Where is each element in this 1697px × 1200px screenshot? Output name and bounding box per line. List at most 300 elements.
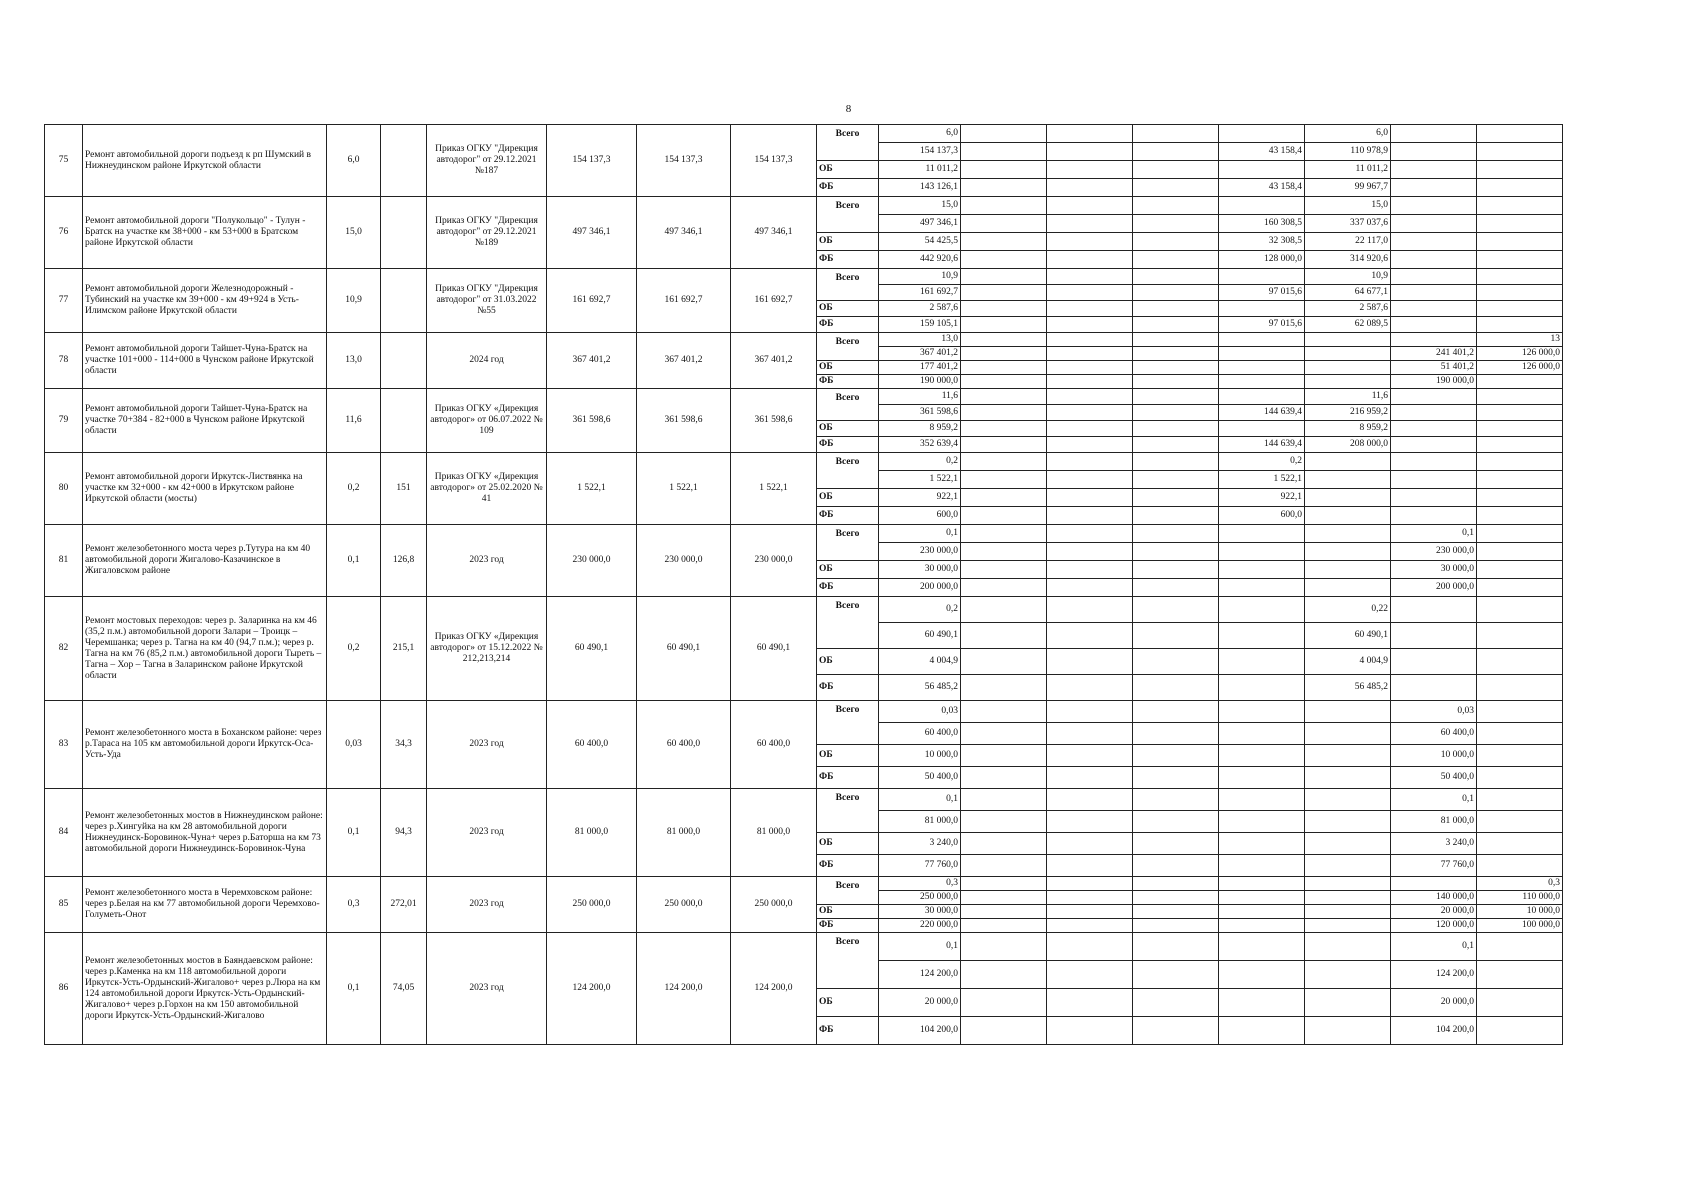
value-cell <box>1477 317 1563 333</box>
value-cell: 3 240,0 <box>1391 833 1477 855</box>
total-cost: 497 346,1 <box>731 197 817 269</box>
value-cell <box>1391 507 1477 525</box>
value-cell: 6,0 <box>879 125 961 143</box>
value-cell <box>1477 125 1563 143</box>
value-cell <box>1133 579 1219 597</box>
value-cell <box>1477 989 1563 1017</box>
funding-label-total: Всего <box>817 525 879 561</box>
value-cell: 13,0 <box>879 333 961 347</box>
value-cell <box>1477 471 1563 489</box>
bridge-length: 74,05 <box>381 933 427 1045</box>
value-cell: 208 000,0 <box>1305 437 1391 453</box>
value-cell <box>1219 833 1305 855</box>
value-cell <box>1477 375 1563 389</box>
approval-document: Приказ ОГКУ "Дирекция автодорог" от 29.12.2021 №187 <box>427 125 547 197</box>
funding-label-ob: ОБ <box>817 489 879 507</box>
bridge-length: 272,01 <box>381 877 427 933</box>
object-name: Ремонт железобетонных мостов в Баяндаевском районе: через р.Каменка на км 118 автомобильной дороги Иркутск-Усть-Ордынский-Жигалово+ через р.Люра на км 124 автомобильной дороги Иркутск-Усть-Ордынский-Жигалово+ через р.Горхон на км 150 автомобильной дороги Иркутск-Усть-Ордынский-Жигалово <box>83 933 327 1045</box>
value-cell <box>1477 215 1563 233</box>
value-cell <box>961 285 1047 301</box>
value-cell <box>1391 333 1477 347</box>
value-cell: 20 000,0 <box>1391 905 1477 919</box>
value-cell <box>1219 701 1305 723</box>
value-cell <box>1391 623 1477 649</box>
value-cell <box>1305 905 1391 919</box>
table-row <box>45 197 1649 215</box>
value-cell: 11 011,2 <box>879 161 961 179</box>
total-cost: 250 000,0 <box>731 877 817 933</box>
value-cell: 230 000,0 <box>1391 543 1477 561</box>
object-name: Ремонт железобетонного моста через р.Тутура на км 40 автомобильной дороги Жигалово-Казачинское в Жигаловском районе <box>83 525 327 597</box>
value-cell <box>1305 833 1391 855</box>
repair-program-table <box>44 124 1649 1045</box>
row-number: 81 <box>45 525 83 597</box>
value-cell: 11 011,2 <box>1305 161 1391 179</box>
value-cell: 110 978,9 <box>1305 143 1391 161</box>
value-cell <box>961 597 1047 623</box>
value-cell <box>1477 701 1563 723</box>
value-cell: 314 920,6 <box>1305 251 1391 269</box>
table-row <box>45 125 1649 143</box>
value-cell <box>1133 855 1219 877</box>
value-cell <box>1219 161 1305 179</box>
value-cell <box>1219 421 1305 437</box>
value-cell <box>1133 933 1219 961</box>
table-row <box>45 389 1649 405</box>
value-cell: 81 000,0 <box>1391 811 1477 833</box>
value-cell <box>1477 437 1563 453</box>
estimated-cost: 124 200,0 <box>547 933 637 1045</box>
value-cell <box>1305 453 1391 471</box>
value-cell <box>1219 855 1305 877</box>
length-km: 15,0 <box>327 197 381 269</box>
value-cell <box>1305 701 1391 723</box>
value-cell <box>1477 269 1563 285</box>
value-cell <box>961 421 1047 437</box>
value-cell <box>1133 811 1219 833</box>
value-cell <box>1047 233 1133 251</box>
funding-label-total: Всего <box>817 877 879 905</box>
value-cell <box>1133 877 1219 891</box>
value-cell <box>961 251 1047 269</box>
value-cell <box>1391 285 1477 301</box>
value-cell: 11,6 <box>879 389 961 405</box>
value-cell <box>1047 579 1133 597</box>
value-cell <box>1477 507 1563 525</box>
value-cell <box>1133 453 1219 471</box>
value-cell: 50 400,0 <box>879 767 961 789</box>
value-cell <box>1391 389 1477 405</box>
contract-cost: 124 200,0 <box>637 933 731 1045</box>
value-cell <box>1391 489 1477 507</box>
bridge-length: 94,3 <box>381 789 427 877</box>
value-cell <box>1133 919 1219 933</box>
length-km: 10,9 <box>327 269 381 333</box>
value-cell <box>1047 251 1133 269</box>
value-cell: 220 000,0 <box>879 919 961 933</box>
value-cell <box>961 143 1047 161</box>
row-number: 77 <box>45 269 83 333</box>
value-cell <box>1477 675 1563 701</box>
value-cell: 200 000,0 <box>1391 579 1477 597</box>
approval-document: 2023 год <box>427 877 547 933</box>
funding-label-fb: ФБ <box>817 179 879 197</box>
value-cell <box>1305 723 1391 745</box>
value-cell <box>1219 919 1305 933</box>
value-cell <box>1133 767 1219 789</box>
value-cell <box>1305 561 1391 579</box>
value-cell: 361 598,6 <box>879 405 961 421</box>
value-cell <box>1305 855 1391 877</box>
value-cell <box>1047 833 1133 855</box>
value-cell <box>1477 421 1563 437</box>
bridge-length: 215,1 <box>381 597 427 701</box>
value-cell <box>1219 745 1305 767</box>
value-cell <box>961 361 1047 375</box>
value-cell <box>1047 701 1133 723</box>
value-cell <box>1219 389 1305 405</box>
value-cell: 124 200,0 <box>879 961 961 989</box>
value-cell: 922,1 <box>1219 489 1305 507</box>
row-number: 79 <box>45 389 83 453</box>
value-cell <box>1133 623 1219 649</box>
value-cell <box>1133 675 1219 701</box>
bridge-length: 151 <box>381 453 427 525</box>
value-cell <box>1133 471 1219 489</box>
object-name: Ремонт мостовых переходов: через р. Заларинка на км 46 (35,2 п.м.) автомобильной дороги Залари – Троицк – Черемшанка; через р. Тагна на км 40 (94,7 п.м.); через р. Тагна на км 76 (85,2 п.м.) автомобильной дороги Тыреть – Тагна – Хор – Тагна в Заларинском районе Иркутской области <box>83 597 327 701</box>
value-cell <box>961 543 1047 561</box>
value-cell <box>1477 233 1563 251</box>
estimated-cost: 361 598,6 <box>547 389 637 453</box>
total-cost: 60 490,1 <box>731 597 817 701</box>
value-cell: 600,0 <box>879 507 961 525</box>
estimated-cost: 60 490,1 <box>547 597 637 701</box>
value-cell <box>1219 723 1305 745</box>
value-cell: 0,22 <box>1305 597 1391 623</box>
value-cell: 352 639,4 <box>879 437 961 453</box>
funding-label-fb: ФБ <box>817 251 879 269</box>
value-cell <box>1047 301 1133 317</box>
value-cell: 100 000,0 <box>1477 919 1563 933</box>
value-cell <box>961 317 1047 333</box>
value-cell <box>1219 891 1305 905</box>
value-cell: 13 <box>1477 333 1563 347</box>
bridge-length <box>381 333 427 389</box>
value-cell: 230 000,0 <box>879 543 961 561</box>
value-cell <box>1305 489 1391 507</box>
value-cell <box>1133 1017 1219 1045</box>
value-cell <box>1047 179 1133 197</box>
value-cell <box>1133 347 1219 361</box>
value-cell <box>1047 317 1133 333</box>
value-cell <box>1305 745 1391 767</box>
value-cell: 126 000,0 <box>1477 361 1563 375</box>
value-cell <box>1477 745 1563 767</box>
value-cell <box>1477 161 1563 179</box>
length-km: 0,1 <box>327 933 381 1045</box>
value-cell <box>1047 269 1133 285</box>
value-cell: 497 346,1 <box>879 215 961 233</box>
value-cell <box>1219 525 1305 543</box>
funding-label-ob: ОБ <box>817 301 879 317</box>
row-number: 80 <box>45 453 83 525</box>
value-cell: 10 000,0 <box>879 745 961 767</box>
funding-label-fb: ФБ <box>817 317 879 333</box>
table-row <box>45 789 1649 811</box>
value-cell <box>1305 789 1391 811</box>
value-cell <box>1133 143 1219 161</box>
value-cell <box>1477 525 1563 543</box>
value-cell <box>1305 811 1391 833</box>
value-cell: 64 677,1 <box>1305 285 1391 301</box>
table-row <box>45 701 1649 723</box>
value-cell <box>1477 405 1563 421</box>
value-cell: 30 000,0 <box>879 561 961 579</box>
value-cell <box>1047 789 1133 811</box>
value-cell: 6,0 <box>1305 125 1391 143</box>
row-number: 83 <box>45 701 83 789</box>
value-cell <box>1391 161 1477 179</box>
table-row <box>45 933 1649 961</box>
value-cell: 50 400,0 <box>1391 767 1477 789</box>
value-cell <box>961 649 1047 675</box>
value-cell <box>1391 471 1477 489</box>
value-cell <box>1133 525 1219 543</box>
value-cell: 0,1 <box>879 933 961 961</box>
value-cell: 2 587,6 <box>1305 301 1391 317</box>
value-cell <box>961 933 1047 961</box>
value-cell <box>961 405 1047 421</box>
value-cell <box>961 179 1047 197</box>
value-cell <box>1047 1017 1133 1045</box>
value-cell <box>1047 649 1133 675</box>
table-row <box>45 525 1649 543</box>
value-cell: 43 158,4 <box>1219 179 1305 197</box>
value-cell <box>1133 891 1219 905</box>
estimated-cost: 154 137,3 <box>547 125 637 197</box>
value-cell <box>961 269 1047 285</box>
estimated-cost: 250 000,0 <box>547 877 637 933</box>
value-cell <box>1391 405 1477 421</box>
value-cell <box>1477 597 1563 623</box>
bridge-length <box>381 269 427 333</box>
value-cell: 0,1 <box>1391 789 1477 811</box>
value-cell <box>1477 1017 1563 1045</box>
value-cell <box>1305 933 1391 961</box>
funding-label-total: Всего <box>817 333 879 361</box>
value-cell <box>1047 197 1133 215</box>
length-km: 0,2 <box>327 453 381 525</box>
table-row <box>45 269 1649 285</box>
value-cell <box>1047 285 1133 301</box>
value-cell: 15,0 <box>879 197 961 215</box>
approval-document: 2023 год <box>427 933 547 1045</box>
value-cell <box>1133 561 1219 579</box>
value-cell: 190 000,0 <box>1391 375 1477 389</box>
value-cell <box>1305 1017 1391 1045</box>
value-cell <box>1047 597 1133 623</box>
value-cell: 442 920,6 <box>879 251 961 269</box>
estimated-cost: 230 000,0 <box>547 525 637 597</box>
value-cell: 30 000,0 <box>1391 561 1477 579</box>
value-cell <box>1047 333 1133 347</box>
value-cell <box>1219 597 1305 623</box>
value-cell <box>1477 961 1563 989</box>
value-cell <box>1219 269 1305 285</box>
row-number: 85 <box>45 877 83 933</box>
row-number: 78 <box>45 333 83 389</box>
contract-cost: 154 137,3 <box>637 125 731 197</box>
value-cell <box>961 197 1047 215</box>
value-cell <box>1047 161 1133 179</box>
value-cell <box>1047 877 1133 891</box>
value-cell: 250 000,0 <box>879 891 961 905</box>
object-name: Ремонт автомобильной дороги Иркутск-Листвянка на участке км 32+000 - км 42+000 в Иркутском районе Иркутской области (мосты) <box>83 453 327 525</box>
value-cell <box>1133 989 1219 1017</box>
value-cell <box>1219 649 1305 675</box>
table-row <box>45 597 1649 623</box>
value-cell: 161 692,7 <box>879 285 961 301</box>
value-cell <box>1391 421 1477 437</box>
value-cell <box>1047 507 1133 525</box>
estimated-cost: 497 346,1 <box>547 197 637 269</box>
row-number: 84 <box>45 789 83 877</box>
value-cell <box>1047 405 1133 421</box>
row-number: 82 <box>45 597 83 701</box>
row-number: 86 <box>45 933 83 1045</box>
value-cell <box>961 125 1047 143</box>
value-cell <box>1133 421 1219 437</box>
funding-label-fb: ФБ <box>817 855 879 877</box>
funding-label-ob: ОБ <box>817 989 879 1017</box>
funding-label-ob: ОБ <box>817 649 879 675</box>
value-cell <box>1047 489 1133 507</box>
value-cell <box>1391 197 1477 215</box>
value-cell <box>1391 215 1477 233</box>
value-cell <box>961 701 1047 723</box>
value-cell <box>1047 933 1133 961</box>
value-cell <box>961 437 1047 453</box>
value-cell: 60 400,0 <box>879 723 961 745</box>
length-km: 0,3 <box>327 877 381 933</box>
value-cell <box>1047 143 1133 161</box>
value-cell: 241 401,2 <box>1391 347 1477 361</box>
value-cell <box>1219 301 1305 317</box>
funding-label-total: Всего <box>817 597 879 649</box>
approval-document: Приказ ОГКУ "Дирекция автодорог" от 29.12.2021 №189 <box>427 197 547 269</box>
value-cell <box>1219 933 1305 961</box>
value-cell <box>1391 437 1477 453</box>
value-cell <box>1133 301 1219 317</box>
value-cell <box>1047 989 1133 1017</box>
value-cell: 15,0 <box>1305 197 1391 215</box>
value-cell <box>1133 125 1219 143</box>
object-name: Ремонт автомобильной дороги "Полукольцо" - Тулун - Братск на участке км 38+000 - км 53+000 в Братском районе Иркутской области <box>83 197 327 269</box>
object-name: Ремонт автомобильной дороги подъезд к рп Шумский в Нижнеудинском районе Иркутской области <box>83 125 327 197</box>
value-cell <box>1477 301 1563 317</box>
value-cell <box>1477 179 1563 197</box>
value-cell: 177 401,2 <box>879 361 961 375</box>
value-cell <box>961 375 1047 389</box>
length-km: 0,03 <box>327 701 381 789</box>
value-cell: 190 000,0 <box>879 375 961 389</box>
value-cell <box>1219 197 1305 215</box>
value-cell: 600,0 <box>1219 507 1305 525</box>
object-name: Ремонт автомобильной дороги Железнодорожный - Тубинский на участке км 39+000 - км 49+924 в Усть-Илимском районе Иркутской области <box>83 269 327 333</box>
value-cell <box>1133 701 1219 723</box>
value-cell: 43 158,4 <box>1219 143 1305 161</box>
approval-document: 2023 год <box>427 701 547 789</box>
value-cell <box>961 471 1047 489</box>
total-cost: 124 200,0 <box>731 933 817 1045</box>
value-cell: 160 308,5 <box>1219 215 1305 233</box>
value-cell <box>1477 285 1563 301</box>
table-row <box>45 877 1649 891</box>
value-cell <box>1133 285 1219 301</box>
value-cell: 1 522,1 <box>1219 471 1305 489</box>
funding-label-ob: ОБ <box>817 905 879 919</box>
value-cell <box>1219 789 1305 811</box>
value-cell: 159 105,1 <box>879 317 961 333</box>
table-row <box>45 333 1649 347</box>
value-cell <box>1305 543 1391 561</box>
value-cell <box>961 877 1047 891</box>
estimated-cost: 1 522,1 <box>547 453 637 525</box>
value-cell: 3 240,0 <box>879 833 961 855</box>
value-cell <box>1219 961 1305 989</box>
value-cell <box>961 301 1047 317</box>
value-cell <box>1391 143 1477 161</box>
value-cell <box>1133 507 1219 525</box>
value-cell <box>1219 579 1305 597</box>
value-cell <box>1133 723 1219 745</box>
value-cell <box>1305 961 1391 989</box>
value-cell: 337 037,6 <box>1305 215 1391 233</box>
object-name: Ремонт железобетонного моста в Черемховском районе: через р.Белая на км 77 автомобильной дороги Черемхово-Голуметь-Онот <box>83 877 327 933</box>
funding-label-ob: ОБ <box>817 421 879 437</box>
length-km: 11,6 <box>327 389 381 453</box>
value-cell <box>1133 361 1219 375</box>
value-cell <box>1219 561 1305 579</box>
value-cell <box>1391 179 1477 197</box>
value-cell: 120 000,0 <box>1391 919 1477 933</box>
bridge-length: 34,3 <box>381 701 427 789</box>
value-cell <box>961 233 1047 251</box>
bridge-length <box>381 389 427 453</box>
value-cell: 97 015,6 <box>1219 285 1305 301</box>
value-cell <box>1133 179 1219 197</box>
value-cell: 8 959,2 <box>879 421 961 437</box>
value-cell: 128 000,0 <box>1219 251 1305 269</box>
value-cell: 30 000,0 <box>879 905 961 919</box>
value-cell: 0,1 <box>1391 525 1477 543</box>
value-cell: 0,2 <box>1219 453 1305 471</box>
value-cell <box>1477 389 1563 405</box>
value-cell <box>1391 301 1477 317</box>
value-cell <box>961 489 1047 507</box>
value-cell <box>1047 961 1133 989</box>
funding-label-fb: ФБ <box>817 375 879 389</box>
value-cell <box>961 561 1047 579</box>
row-number: 76 <box>45 197 83 269</box>
value-cell <box>1133 905 1219 919</box>
value-cell <box>1305 507 1391 525</box>
value-cell <box>1047 561 1133 579</box>
value-cell <box>1477 489 1563 507</box>
value-cell <box>1477 649 1563 675</box>
value-cell: 60 400,0 <box>1391 723 1477 745</box>
value-cell <box>1133 597 1219 623</box>
